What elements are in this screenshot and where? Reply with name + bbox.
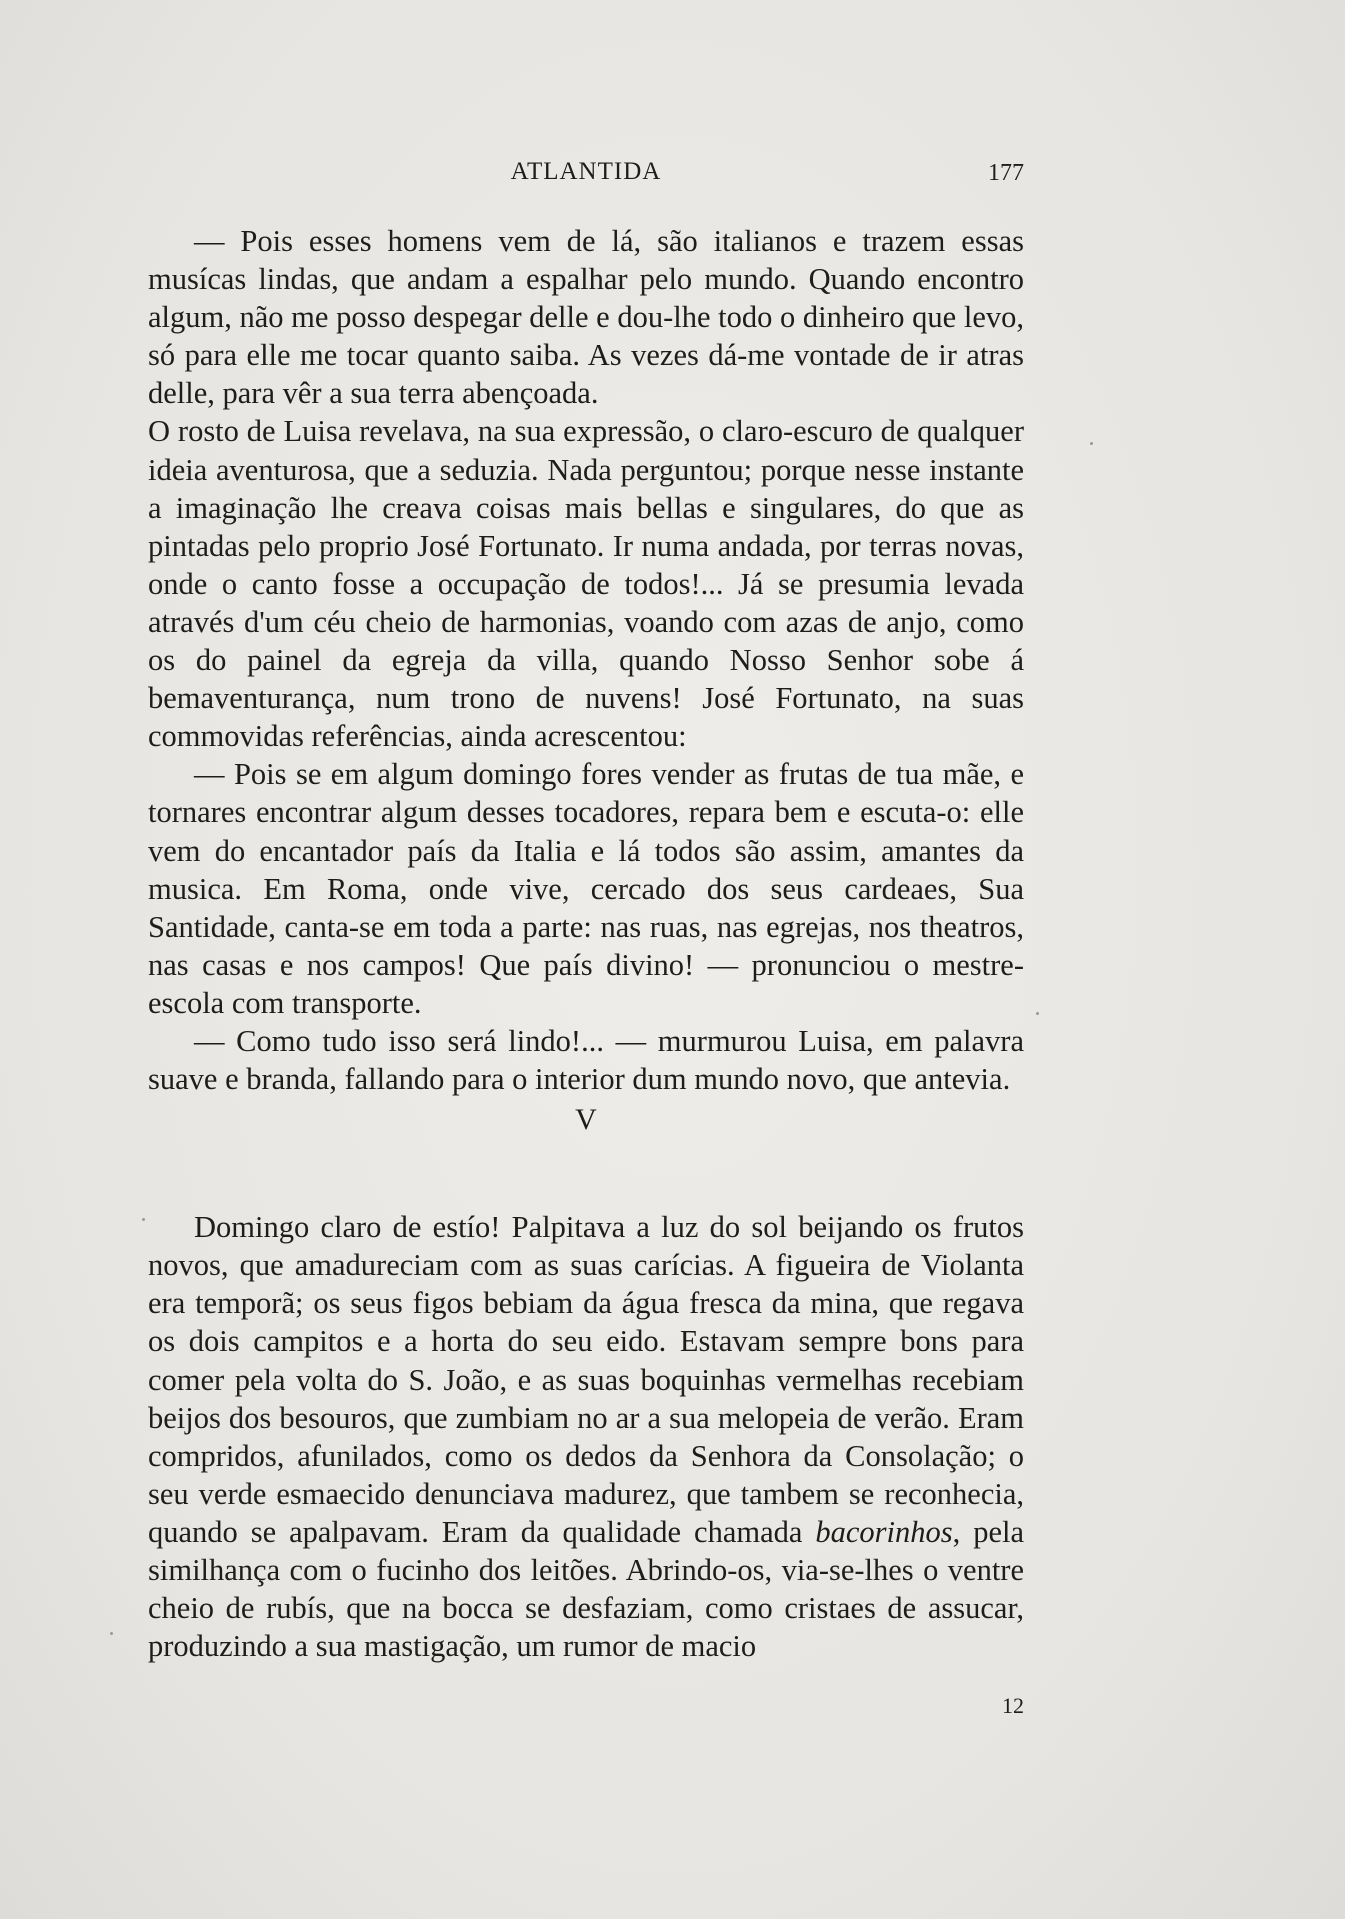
page-header — [148, 158, 1024, 198]
paragraph-dialogue-2: — Pois se em algum domingo fores vender as frutas de tua mãe, e tornares encontrar algum desses tocadores, repara bem e escuta-o: elle vem do encantador país da Italia e lá todos são assim, amantes da musica. Em Roma, onde vive, cercado dos seus cardeaes, Sua Santidade, canta-se em toda a parte: nas ruas, nas egrejas, nos theatros, nas casas e nos campos! Que país divino! — pronunciou o mestre-escola com transporte. — [148, 757, 1024, 1020]
running-title: ATLANTIDA — [510, 158, 662, 185]
page-number: 177 — [988, 160, 1024, 186]
italic-term: bacorinhos — [815, 1514, 953, 1549]
paragraph-dialogue-1: — Pois esses homens vem de lá, são italianos e trazem essas musícas lindas, que andam a espalhar pelo mundo. Quando encontro algum, não me posso despegar delle e dou-lhe todo o dinheiro que levo, só para elle me tocar quanto saiba. As vezes dá-me vontade de ir atras delle, para vêr a sua terra abençoada. — [148, 224, 1024, 411]
paragraph-text-end: , pela similhança com o fucinho dos leitões. Abrindo-os, via-se-lhes o ventre cheio de rubís, que na bocca se desfaziam, como cristaes de assucar, produzindo a sua mastigação, um rumor de macio — [148, 1514, 1024, 1664]
paper-speck — [1090, 442, 1093, 445]
section-heading: V — [575, 1103, 597, 1137]
paragraph-text-start: Domingo claro de estío! Palpitava a luz do sol beijando os frutos novos, que amadureciam com as suas carícias. A figueira de Violanta era temporã; os seus figos bebiam da água fresca da mina, que regava os dois campitos e a horta do seu eido. Estavam sempre bons para comer pela volta do S. João, e as suas boquinhas vermelhas recebiam beijos dos besouros, que zumbiam no ar a sua melopeia de verão. Eram compridos, afunilados, como os dedos da Senhora da Consolação; o seu verde esmaecido denunciava madurez, que tambem se reconhecia, quando se apalpavam. Eram da qualidade chamada — [148, 1210, 1024, 1549]
paper-speck — [142, 1218, 145, 1221]
paragraph-dialogue-3: — Como tudo isso será lindo!... — murmurou Luisa, em palavra suave e branda, fallando para o interior dum mundo novo, que antevia. — [148, 1023, 1024, 1097]
body-text — [148, 222, 1024, 1665]
signature-mark: 12 — [1002, 1693, 1024, 1718]
paragraph-narrative-2 — [148, 1208, 1024, 1665]
paper-speck — [110, 1632, 113, 1635]
paragraph-narrative-1: O rosto de Luisa revelava, na sua expressão, o claro-escuro de qualquer ideia aventurosa, que a seduzia. Nada perguntou; porque nesse instante a imaginação lhe creava coisas mais bellas e singulares, do que as pintadas pelo proprio José Fortunato. Ir numa andada, por terras novas, onde o canto fosse a occupação de todos!... Já se presumia levada através d'um céu cheio de harmonias, voando com azas de anjo, como os do painel da egreja da villa, quando Nosso Senhor sobe á bemaventurança, num trono de nuvens! José Fortunato, na suas commovidas referências, ainda acrescentou: — [148, 414, 1024, 754]
paper-speck — [1036, 1012, 1039, 1015]
